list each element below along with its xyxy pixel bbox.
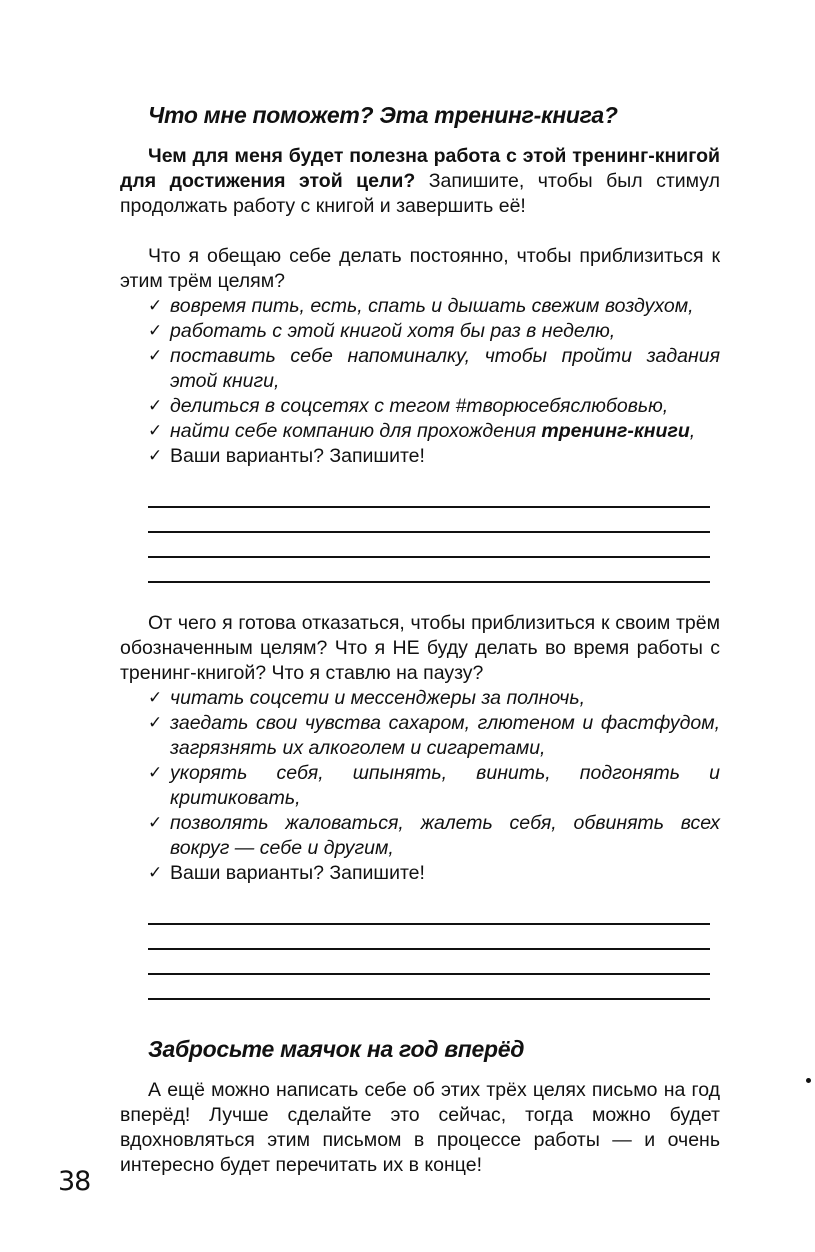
list-item: ✓ заедать свои чувства сахаром, глютеном и фастфудом, загрязнять их алкоголем и сигаретами,	[148, 712, 720, 759]
write-line[interactable]	[148, 975, 710, 1000]
checkmark-icon: ✓	[148, 396, 163, 416]
checkmark-icon: ✓	[148, 713, 163, 733]
intro-bold-text: Чем для меня будет полезна работа с этой тренинг-книгой для достижения этой цели?	[120, 145, 720, 192]
section-heading-beacon: Забросьте маячок на год вперёд	[148, 1036, 525, 1062]
answer-lines-promise[interactable]	[148, 483, 710, 583]
list-item: ✓ делиться в соцсетях с тегом #творюсебяслюбовью,	[148, 395, 669, 417]
checkmark-icon: ✓	[148, 296, 163, 316]
section-heading-help: Что мне поможет? Эта тренинг-книга?	[148, 102, 618, 128]
checkmark-icon: ✓	[148, 813, 163, 833]
page-number: 38	[58, 1166, 91, 1197]
refuse-question: От чего я готова отказаться, чтобы приблизиться к своим трём обозначенным целям? Что я НЕ буду делать во время работы с тренинг-книгой? Что я ставлю на паузу?	[120, 612, 720, 684]
write-line[interactable]	[148, 558, 710, 583]
scan-mark	[806, 1078, 811, 1083]
refuse-list	[120, 686, 720, 886]
list-item: ✓ Ваши варианты? Запишите!	[148, 445, 425, 467]
checkmark-icon: ✓	[148, 346, 163, 366]
checkmark-icon: ✓	[148, 863, 163, 883]
intro-rest-text: Запишите, чтобы был стимул продолжать работу с книгой и завершить её!	[120, 170, 720, 217]
list-item: ✓ поставить себе напоминалку, чтобы пройти задания этой книги,	[148, 345, 720, 392]
checkmark-icon: ✓	[148, 446, 163, 466]
intro-paragraph	[120, 144, 720, 219]
list-item: ✓ найти себе компанию для прохождения тренинг-книги,	[148, 420, 696, 442]
beacon-paragraph: А ещё можно написать себе об этих трёх целях письмо на год вперёд! Лучше сделайте это сейчас, тогда можно будет вдохновляться этим письмом в процессе работы — и очень интересно будет перечитать их в конце!	[120, 1079, 720, 1176]
write-line[interactable]	[148, 950, 710, 975]
list-item: ✓ работать с этой книгой хотя бы раз в неделю,	[148, 320, 616, 342]
promise-question: Что я обещаю себе делать постоянно, чтобы приблизиться к этим трём целям?	[120, 245, 720, 292]
list-item: ✓ читать соцсети и мессенджеры за полночь,	[148, 687, 586, 709]
page-content	[120, 100, 720, 1178]
checkmark-icon: ✓	[148, 688, 163, 708]
write-line[interactable]	[148, 508, 710, 533]
checkmark-icon: ✓	[148, 763, 163, 783]
list-item: ✓ укорять себя, шпынять, винить, подгонять и критиковать,	[148, 762, 720, 809]
write-line[interactable]	[148, 533, 710, 558]
list-item: ✓ Ваши варианты? Запишите!	[148, 862, 425, 884]
checkmark-icon: ✓	[148, 321, 163, 341]
write-line[interactable]	[148, 483, 710, 508]
list-item: ✓ позволять жаловаться, жалеть себя, обвинять всех вокруг — себе и другим,	[148, 812, 720, 859]
checkmark-icon: ✓	[148, 421, 163, 441]
write-line[interactable]	[148, 925, 710, 950]
answer-lines-refuse[interactable]	[148, 900, 710, 1000]
promise-list	[120, 294, 720, 469]
write-line[interactable]	[148, 900, 710, 925]
list-item: ✓ вовремя пить, есть, спать и дышать свежим воздухом,	[148, 295, 694, 317]
